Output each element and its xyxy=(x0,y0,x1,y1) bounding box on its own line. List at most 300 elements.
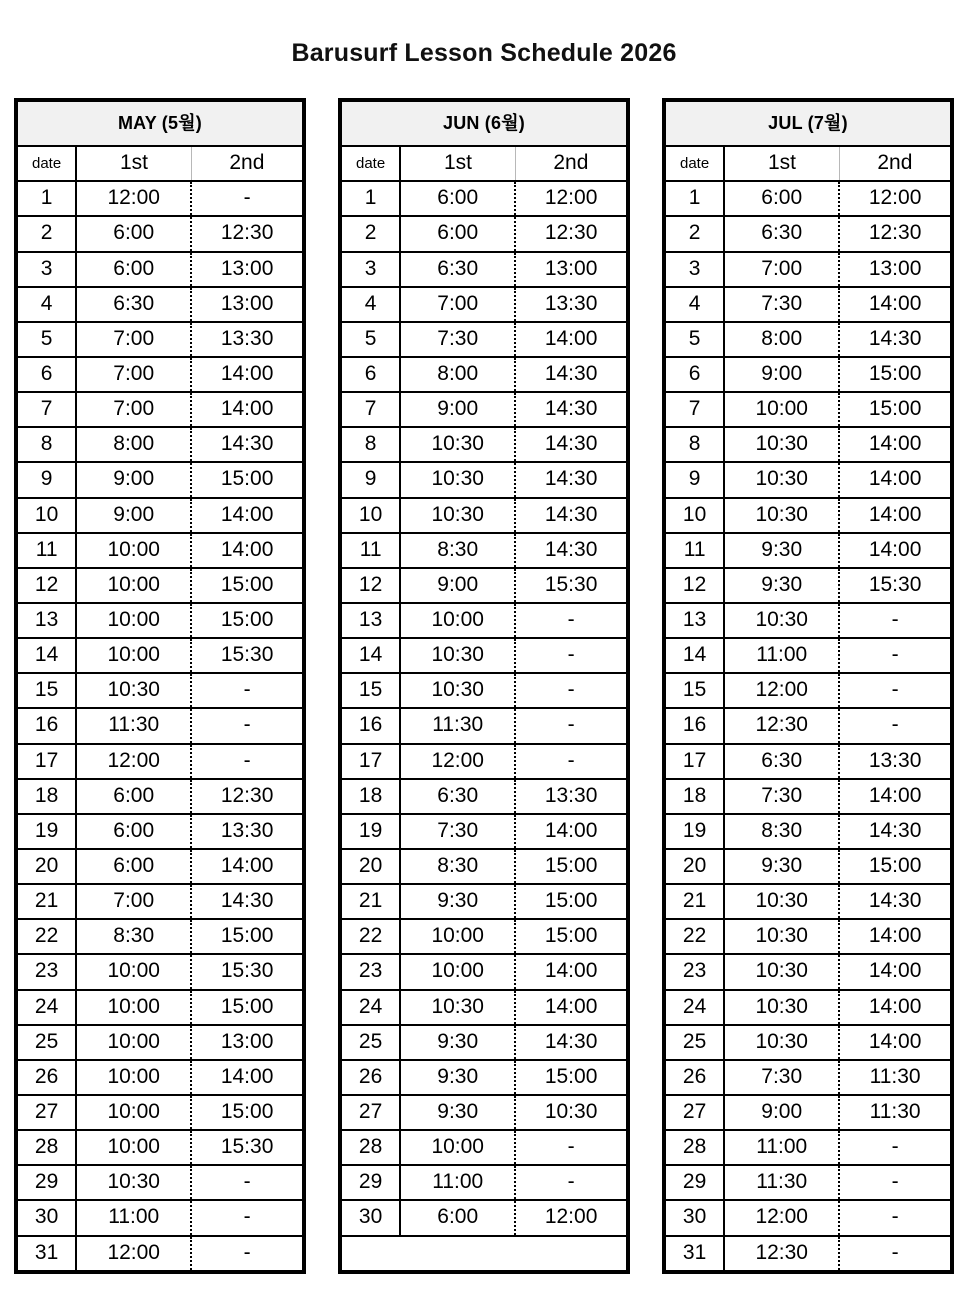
table-row xyxy=(342,954,626,989)
cell-second-lesson: 11:30 xyxy=(839,1060,950,1095)
cell-first-lesson: 7:00 xyxy=(76,322,191,357)
cell-second-lesson: - xyxy=(839,603,950,638)
table-row xyxy=(18,287,302,322)
table-row xyxy=(666,1130,950,1165)
cell-date: 18 xyxy=(666,779,724,814)
cell-second-lesson: - xyxy=(839,708,950,743)
table-row xyxy=(666,744,950,779)
cell-second-lesson: 15:00 xyxy=(191,919,302,954)
cell-second-lesson: 15:00 xyxy=(515,919,626,954)
cell-second-lesson: 14:00 xyxy=(839,462,950,497)
cell-second-lesson: 14:30 xyxy=(839,814,950,849)
cell-second-lesson: 14:00 xyxy=(191,533,302,568)
column-header-second: 2nd xyxy=(515,146,626,181)
cell-second-lesson: - xyxy=(839,638,950,673)
cell-second-lesson: - xyxy=(191,673,302,708)
cell-first-lesson: 9:00 xyxy=(76,498,191,533)
table-row-empty xyxy=(342,1236,626,1270)
cell-first-lesson: 6:00 xyxy=(400,216,515,251)
table-row xyxy=(342,357,626,392)
table-row xyxy=(666,1165,950,1200)
cell-date: 4 xyxy=(342,287,400,322)
month-tables-container xyxy=(0,98,968,1274)
table-row xyxy=(342,462,626,497)
cell-first-lesson: 9:00 xyxy=(400,392,515,427)
cell-first-lesson: 11:00 xyxy=(400,1165,515,1200)
cell-date: 5 xyxy=(666,322,724,357)
cell-date: 8 xyxy=(342,427,400,462)
cell-first-lesson: 7:00 xyxy=(76,884,191,919)
table-row xyxy=(342,252,626,287)
cell-date: 15 xyxy=(342,673,400,708)
cell-second-lesson: 14:30 xyxy=(839,884,950,919)
table-row xyxy=(18,744,302,779)
month-title-may: MAY (5월) xyxy=(18,102,302,147)
table-row xyxy=(666,919,950,954)
cell-first-lesson: 10:30 xyxy=(724,990,839,1025)
cell-date: 10 xyxy=(18,498,76,533)
cell-second-lesson: 14:00 xyxy=(839,427,950,462)
cell-date: 20 xyxy=(342,849,400,884)
cell-second-lesson: 15:00 xyxy=(191,568,302,603)
column-header-first: 1st xyxy=(76,146,191,181)
cell-second-lesson: 15:00 xyxy=(191,603,302,638)
cell-second-lesson: 14:00 xyxy=(839,1025,950,1060)
cell-date: 3 xyxy=(18,252,76,287)
cell-second-lesson: 13:30 xyxy=(515,779,626,814)
cell-first-lesson: 6:00 xyxy=(76,814,191,849)
cell-first-lesson: 10:30 xyxy=(400,638,515,673)
cell-second-lesson: - xyxy=(839,1165,950,1200)
cell-second-lesson: 14:30 xyxy=(839,322,950,357)
table-row xyxy=(342,884,626,919)
table-body-jun xyxy=(342,181,626,1269)
column-header-second: 2nd xyxy=(191,146,302,181)
cell-first-lesson: 10:30 xyxy=(400,673,515,708)
table-row xyxy=(342,603,626,638)
cell-second-lesson: 15:00 xyxy=(515,1060,626,1095)
column-header-row xyxy=(666,146,950,181)
cell-date: 17 xyxy=(342,744,400,779)
table-row xyxy=(18,498,302,533)
cell-second-lesson: 14:00 xyxy=(191,498,302,533)
cell-date: 31 xyxy=(18,1236,76,1270)
table-row xyxy=(342,568,626,603)
table-row xyxy=(342,708,626,743)
cell-first-lesson: 6:30 xyxy=(400,779,515,814)
cell-first-lesson: 10:30 xyxy=(400,427,515,462)
cell-first-lesson: 12:00 xyxy=(76,181,191,216)
cell-date: 11 xyxy=(666,533,724,568)
cell-date: 21 xyxy=(342,884,400,919)
cell-second-lesson: 15:00 xyxy=(515,884,626,919)
cell-date: 19 xyxy=(342,814,400,849)
table-row xyxy=(18,462,302,497)
table-row xyxy=(342,919,626,954)
cell-second-lesson: 14:00 xyxy=(839,287,950,322)
table-row xyxy=(18,919,302,954)
cell-first-lesson: 6:30 xyxy=(724,744,839,779)
cell-first-lesson: 9:30 xyxy=(724,568,839,603)
cell-first-lesson: 9:00 xyxy=(724,357,839,392)
cell-first-lesson: 11:00 xyxy=(76,1200,191,1235)
table-row xyxy=(666,708,950,743)
cell-second-lesson: - xyxy=(191,744,302,779)
cell-first-lesson: 9:30 xyxy=(400,1060,515,1095)
cell-second-lesson: - xyxy=(515,638,626,673)
cell-date: 5 xyxy=(18,322,76,357)
cell-second-lesson: - xyxy=(243,1240,251,1264)
cell-first-lesson: 12:00 xyxy=(76,1236,191,1270)
cell-date: 29 xyxy=(342,1165,400,1200)
table-row xyxy=(666,181,950,216)
cell-first-lesson: 10:30 xyxy=(724,498,839,533)
cell-date: 14 xyxy=(342,638,400,673)
cell-date: 28 xyxy=(342,1130,400,1165)
table-row xyxy=(666,1025,950,1060)
cell-first-lesson: 10:00 xyxy=(76,990,191,1025)
cell-date: 18 xyxy=(18,779,76,814)
cell-first-lesson: 10:30 xyxy=(76,673,191,708)
cell-first-lesson: 9:00 xyxy=(400,568,515,603)
cell-date: 24 xyxy=(342,990,400,1025)
table-row xyxy=(18,252,302,287)
table-head-jun xyxy=(342,102,626,182)
cell-date: 13 xyxy=(666,603,724,638)
cell-date: 31 xyxy=(666,1236,724,1270)
table-row xyxy=(342,1130,626,1165)
table-head-jul xyxy=(666,102,950,182)
cell-first-lesson: 7:30 xyxy=(724,287,839,322)
table-row xyxy=(666,990,950,1025)
cell-date: 14 xyxy=(18,638,76,673)
cell-first-lesson: 10:00 xyxy=(76,1095,191,1130)
cell-second-lesson: 14:00 xyxy=(515,814,626,849)
column-header-first: 1st xyxy=(724,146,839,181)
cell-first-lesson: 6:00 xyxy=(76,216,191,251)
cell-second-lesson: 14:30 xyxy=(191,427,302,462)
cell-second-lesson: 14:00 xyxy=(839,533,950,568)
cell-date: 24 xyxy=(666,990,724,1025)
cell-date: 16 xyxy=(666,708,724,743)
month-table-jul xyxy=(662,98,954,1274)
cell-first-lesson: 10:00 xyxy=(76,1060,191,1095)
schedule-table-jun xyxy=(342,102,626,1270)
cell-first-lesson: 8:30 xyxy=(400,533,515,568)
cell-second-lesson: 14:30 xyxy=(515,533,626,568)
cell-second-lesson: - xyxy=(515,673,626,708)
cell-date: 29 xyxy=(18,1165,76,1200)
cell-date: 6 xyxy=(18,357,76,392)
cell-first-lesson: 10:00 xyxy=(76,603,191,638)
cell-date: 15 xyxy=(666,673,724,708)
cell-second-lesson: 15:30 xyxy=(839,568,950,603)
cell-first-lesson: 6:00 xyxy=(724,181,839,216)
table-row xyxy=(18,1095,302,1130)
cell-second-lesson: 14:00 xyxy=(839,954,950,989)
table-row xyxy=(342,427,626,462)
table-row xyxy=(18,603,302,638)
cell-date: 18 xyxy=(342,779,400,814)
cell-first-lesson: 10:00 xyxy=(76,533,191,568)
cell-first-lesson: 9:30 xyxy=(724,849,839,884)
cell-second-lesson: 15:00 xyxy=(191,462,302,497)
table-row xyxy=(18,849,302,884)
cell-date: 22 xyxy=(342,919,400,954)
cell-first-lesson: 7:30 xyxy=(400,814,515,849)
cell-first-lesson: 10:00 xyxy=(400,1130,515,1165)
cell-first-lesson: 10:00 xyxy=(400,603,515,638)
cell-first-lesson: 9:00 xyxy=(76,462,191,497)
month-title-jul: JUL (7월) xyxy=(666,102,950,147)
cell-date: 26 xyxy=(666,1060,724,1095)
table-row xyxy=(666,1236,950,1270)
cell-second-lesson: 15:00 xyxy=(191,1095,302,1130)
cell-first-lesson: 9:00 xyxy=(724,1095,839,1130)
cell-date: 30 xyxy=(342,1200,400,1235)
cell-date: 12 xyxy=(342,568,400,603)
month-title-row xyxy=(18,102,302,147)
table-row xyxy=(666,638,950,673)
table-row xyxy=(18,392,302,427)
cell-second-lesson: - xyxy=(191,1165,302,1200)
table-row xyxy=(666,603,950,638)
cell-date: 11 xyxy=(342,533,400,568)
cell-first-lesson: 10:30 xyxy=(400,990,515,1025)
cell-second-lesson: 13:00 xyxy=(515,252,626,287)
cell-second-lesson: 14:30 xyxy=(515,357,626,392)
cell-second-lesson: - xyxy=(191,181,302,216)
table-row xyxy=(666,814,950,849)
cell-first-lesson: 10:00 xyxy=(724,392,839,427)
cell-second-lesson: 14:00 xyxy=(839,779,950,814)
cell-date: 4 xyxy=(666,287,724,322)
cell-date: 13 xyxy=(342,603,400,638)
cell-second-lesson: - xyxy=(191,708,302,743)
cell-date: 20 xyxy=(18,849,76,884)
cell-date: 3 xyxy=(342,252,400,287)
cell-first-lesson: 10:30 xyxy=(724,603,839,638)
cell-date: 1 xyxy=(666,181,724,216)
cell-date: 5 xyxy=(342,322,400,357)
cell-first-lesson: 11:30 xyxy=(400,708,515,743)
cell-date: 27 xyxy=(342,1095,400,1130)
cell-first-lesson: 9:30 xyxy=(400,1095,515,1130)
cell-second-lesson: - xyxy=(515,744,626,779)
cell-date: 6 xyxy=(666,357,724,392)
table-row xyxy=(666,392,950,427)
cell-second-lesson: 15:30 xyxy=(191,638,302,673)
table-row xyxy=(342,849,626,884)
cell-first-lesson: 11:30 xyxy=(76,708,191,743)
cell-date: 6 xyxy=(342,357,400,392)
table-row xyxy=(342,1025,626,1060)
cell-second-lesson: 15:30 xyxy=(191,1130,302,1165)
table-row xyxy=(342,1200,626,1235)
column-header-date: date xyxy=(342,146,400,181)
column-header-first: 1st xyxy=(400,146,515,181)
cell-date: 22 xyxy=(666,919,724,954)
cell-second-lesson: 14:00 xyxy=(191,357,302,392)
cell-second-lesson: 12:00 xyxy=(515,1200,626,1235)
cell-first-lesson: 10:30 xyxy=(76,1165,191,1200)
cell-second-lesson: 14:00 xyxy=(839,919,950,954)
table-row xyxy=(18,1060,302,1095)
table-row xyxy=(18,884,302,919)
table-row xyxy=(18,1236,302,1270)
cell-first-lesson: 6:00 xyxy=(76,849,191,884)
cell-first-lesson: 10:00 xyxy=(400,919,515,954)
cell-first-lesson: 11:00 xyxy=(724,638,839,673)
cell-date: 2 xyxy=(666,216,724,251)
table-row xyxy=(666,322,950,357)
cell-second-lesson: 14:00 xyxy=(515,954,626,989)
cell-date: 4 xyxy=(18,287,76,322)
cell-date: 1 xyxy=(342,181,400,216)
table-row xyxy=(342,1165,626,1200)
cell-date: 12 xyxy=(18,568,76,603)
cell-second-lesson: 14:00 xyxy=(191,1060,302,1095)
cell-first-lesson: 12:00 xyxy=(400,744,515,779)
cell-second-lesson: 14:30 xyxy=(515,392,626,427)
cell-date: 21 xyxy=(18,884,76,919)
cell-date: 10 xyxy=(666,498,724,533)
table-row xyxy=(18,427,302,462)
cell-first-lesson: 10:30 xyxy=(724,1025,839,1060)
cell-first-lesson: 11:30 xyxy=(724,1165,839,1200)
cell-second-lesson: - xyxy=(839,1130,950,1165)
table-head-may xyxy=(18,102,302,182)
table-row xyxy=(18,1025,302,1060)
cell-date: 8 xyxy=(18,427,76,462)
table-row xyxy=(666,1200,950,1235)
cell-date: 7 xyxy=(18,392,76,427)
table-row xyxy=(18,1200,302,1235)
month-title-jun: JUN (6월) xyxy=(342,102,626,147)
table-row xyxy=(342,673,626,708)
cell-first-lesson: 9:30 xyxy=(724,533,839,568)
cell-second-lesson: - xyxy=(191,1200,302,1235)
table-row xyxy=(18,568,302,603)
table-row xyxy=(666,533,950,568)
cell-first-lesson: 10:30 xyxy=(724,462,839,497)
cell-second-lesson: 12:30 xyxy=(515,216,626,251)
table-row xyxy=(18,779,302,814)
table-row xyxy=(342,1095,626,1130)
table-row xyxy=(342,990,626,1025)
cell-first-lesson: 8:00 xyxy=(400,357,515,392)
cell-second-lesson: - xyxy=(515,603,626,638)
cell-first-lesson: 9:30 xyxy=(400,1025,515,1060)
cell-second-lesson: 13:00 xyxy=(191,1025,302,1060)
table-row xyxy=(666,884,950,919)
table-row xyxy=(342,638,626,673)
cell-second-lesson: 12:30 xyxy=(839,216,950,251)
cell-date: 26 xyxy=(18,1060,76,1095)
table-row xyxy=(18,814,302,849)
cell-second-lesson: 12:30 xyxy=(191,779,302,814)
schedule-table-may xyxy=(18,102,302,1270)
cell-second-lesson: 15:00 xyxy=(515,849,626,884)
cell-date: 9 xyxy=(18,462,76,497)
cell-first-lesson: 8:30 xyxy=(400,849,515,884)
table-row xyxy=(18,533,302,568)
cell-second-lesson: 13:00 xyxy=(191,252,302,287)
month-table-may xyxy=(14,98,306,1274)
table-row xyxy=(666,568,950,603)
cell-second-lesson: 14:00 xyxy=(515,322,626,357)
cell-date: 27 xyxy=(666,1095,724,1130)
cell-second-lesson: - xyxy=(515,708,626,743)
cell-date: 2 xyxy=(18,216,76,251)
cell-second-lesson: 10:30 xyxy=(515,1095,626,1130)
cell-second-lesson: - xyxy=(839,673,950,708)
cell-second-lesson: 14:00 xyxy=(515,990,626,1025)
column-header-second: 2nd xyxy=(839,146,950,181)
cell-first-lesson: 10:30 xyxy=(400,462,515,497)
cell-first-lesson: 8:30 xyxy=(76,919,191,954)
cell-second-lesson: 14:30 xyxy=(515,1025,626,1060)
cell-date: 3 xyxy=(666,252,724,287)
cell-date: 21 xyxy=(666,884,724,919)
cell-first-lesson: 10:30 xyxy=(724,954,839,989)
cell-first-lesson: 11:00 xyxy=(724,1130,839,1165)
table-row xyxy=(18,1130,302,1165)
cell-second-lesson: 13:00 xyxy=(839,252,950,287)
table-row xyxy=(342,744,626,779)
cell-date: 17 xyxy=(666,744,724,779)
cell-date: 19 xyxy=(18,814,76,849)
cell-first-lesson: 10:30 xyxy=(724,427,839,462)
cell-second-lesson: - xyxy=(515,1165,626,1200)
table-row xyxy=(18,181,302,216)
cell-date: 11 xyxy=(18,533,76,568)
cell-second-lesson: 15:30 xyxy=(191,954,302,989)
cell-second-lesson: 12:30 xyxy=(191,216,302,251)
cell-date: 17 xyxy=(18,744,76,779)
table-row xyxy=(666,954,950,989)
cell-date: 2 xyxy=(342,216,400,251)
cell-date: 7 xyxy=(666,392,724,427)
cell-second-lesson: 15:00 xyxy=(191,990,302,1025)
cell-first-lesson: 7:00 xyxy=(724,252,839,287)
cell-first-lesson: 7:30 xyxy=(724,1060,839,1095)
table-row xyxy=(18,673,302,708)
table-row xyxy=(18,322,302,357)
cell-date: 30 xyxy=(666,1200,724,1235)
table-row xyxy=(666,427,950,462)
cell-first-lesson: 6:30 xyxy=(76,287,191,322)
cell-first-lesson: 7:30 xyxy=(400,322,515,357)
table-row xyxy=(18,954,302,989)
column-header-date: date xyxy=(18,146,76,181)
cell-second-lesson: 13:30 xyxy=(839,744,950,779)
cell-first-lesson: 12:00 xyxy=(724,1200,839,1235)
cell-second-lesson: 14:30 xyxy=(515,462,626,497)
table-row xyxy=(18,1165,302,1200)
cell-first-lesson: 9:30 xyxy=(400,884,515,919)
cell-first-lesson: 10:00 xyxy=(400,954,515,989)
cell-second-lesson: - xyxy=(515,1130,626,1165)
month-title-row xyxy=(666,102,950,147)
table-row xyxy=(666,252,950,287)
schedule-table-jul xyxy=(666,102,950,1270)
cell-date: 13 xyxy=(18,603,76,638)
cell-first-lesson: 10:30 xyxy=(724,884,839,919)
cell-date: 20 xyxy=(666,849,724,884)
table-row xyxy=(666,498,950,533)
cell-date: 23 xyxy=(18,954,76,989)
